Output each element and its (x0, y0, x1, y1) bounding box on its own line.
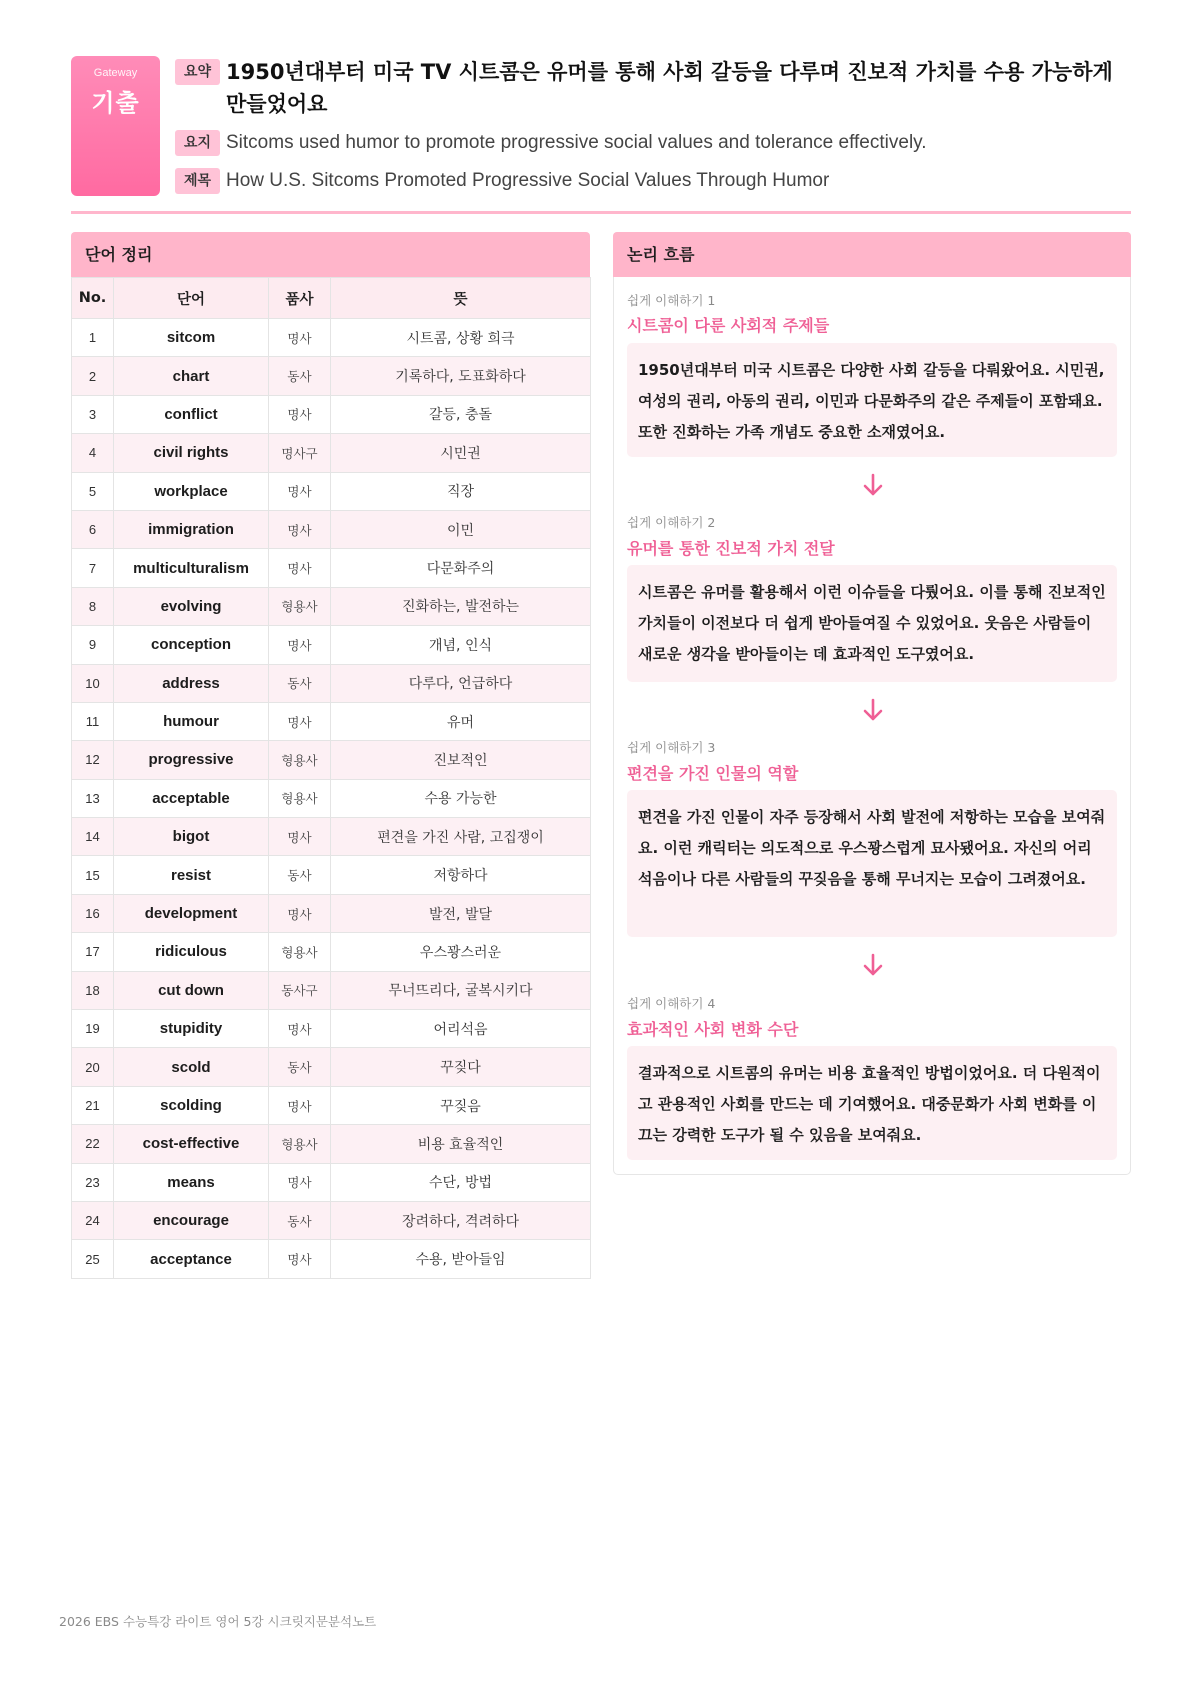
vocab-row (72, 702, 591, 740)
logic-flow-panel (613, 232, 1131, 1175)
vocab-word: development (114, 894, 269, 932)
vocab-pos: 형용사 (269, 741, 331, 779)
badge-title: 기출 (91, 89, 140, 117)
vocab-meaning: 개념, 인식 (331, 626, 591, 664)
vocab-meaning: 장려하다, 격려하다 (331, 1201, 591, 1239)
vocab-word: humour (114, 702, 269, 740)
vocab-pos: 명사 (269, 818, 331, 856)
vocab-meaning: 저항하다 (331, 856, 591, 894)
vocab-row (72, 664, 591, 702)
vocab-pos: 동사구 (269, 971, 331, 1009)
vocab-pos: 형용사 (269, 779, 331, 817)
vocab-word: evolving (114, 587, 269, 625)
step-2-label: 쉽게 이해하기 2 (627, 515, 716, 530)
vocab-pos: 명사 (269, 319, 331, 357)
vocab-no: 5 (72, 472, 114, 510)
vocab-word: means (114, 1163, 269, 1201)
vocab-meaning: 비용 효율적인 (331, 1125, 591, 1163)
vocab-pos: 명사 (269, 549, 331, 587)
step-3-label: 쉽게 이해하기 3 (627, 740, 716, 755)
step-2-text: 시트콤은 유머를 활용해서 이런 이슈들을 다뤘어요. 이를 통해 진보적인 가치들이 이전보다 더 쉽게 받아들여질 수 있었어요. 웃음은 사람들이 새로운 생각을 받아들이는 데 효과적인 도구였어요. (627, 565, 1117, 682)
title-tag: 제목 (175, 168, 220, 194)
vocab-no: 11 (72, 702, 114, 740)
vocab-meaning: 편견을 가진 사람, 고집쟁이 (331, 818, 591, 856)
vocab-pos: 명사 (269, 1240, 331, 1278)
vocab-meaning: 수단, 방법 (331, 1163, 591, 1201)
vocab-pos: 명사 (269, 472, 331, 510)
vocab-meaning: 진보적인 (331, 741, 591, 779)
vocab-meaning: 시트콤, 상황 희극 (331, 319, 591, 357)
vocab-word: conception (114, 626, 269, 664)
vocab-pos: 형용사 (269, 587, 331, 625)
vocab-meaning: 이민 (331, 510, 591, 548)
step-3-text: 편견을 가진 인물이 자주 등장해서 사회 발전에 저항하는 모습을 보여줘요. 이런 캐릭터는 의도적으로 우스꽝스럽게 묘사됐어요. 자신의 어리석음이나 다른 사람들의 꾸짖음을 통해 무너지는 모습이 그려졌어요. (627, 790, 1117, 937)
flow-panel-heading: 논리 흐름 (613, 232, 1131, 277)
vocab-pos: 동사 (269, 1201, 331, 1239)
vocab-row (72, 1201, 591, 1239)
vocab-meaning: 진화하는, 발전하는 (331, 587, 591, 625)
vocab-no: 21 (72, 1086, 114, 1124)
vocab-row (72, 933, 591, 971)
vocab-pos: 명사 (269, 510, 331, 548)
vocab-pos: 명사 (269, 702, 331, 740)
vocab-word: progressive (114, 741, 269, 779)
vocab-row (72, 587, 591, 625)
vocab-no: 13 (72, 779, 114, 817)
vocab-no: 4 (72, 434, 114, 472)
vocab-pos: 동사 (269, 1048, 331, 1086)
summary-tag: 요약 (175, 59, 220, 85)
vocab-no: 18 (72, 971, 114, 1009)
vocab-row (72, 510, 591, 548)
step-4-label: 쉽게 이해하기 4 (627, 996, 716, 1011)
vocab-word: acceptance (114, 1240, 269, 1278)
vocab-row (72, 1010, 591, 1048)
vocab-table (71, 277, 591, 1279)
vocab-meaning: 꾸짖다 (331, 1048, 591, 1086)
vocab-meaning: 수용, 받아들임 (331, 1240, 591, 1278)
step-1-title: 시트콤이 다룬 사회적 주제들 (627, 316, 830, 335)
vocab-no: 22 (72, 1125, 114, 1163)
vocab-no: 3 (72, 395, 114, 433)
gateway-badge (71, 56, 160, 196)
vocab-no: 10 (72, 664, 114, 702)
vocab-meaning: 다루다, 언급하다 (331, 664, 591, 702)
vocab-no: 19 (72, 1010, 114, 1048)
vocab-meaning: 발전, 발달 (331, 894, 591, 932)
vocab-row (72, 319, 591, 357)
vocab-pos: 형용사 (269, 1125, 331, 1163)
column-header-pos: 품사 (269, 278, 331, 319)
vocab-no: 16 (72, 894, 114, 932)
column-header-no: No. (72, 278, 114, 319)
vocab-no: 20 (72, 1048, 114, 1086)
vocab-meaning: 꾸짖음 (331, 1086, 591, 1124)
step-1-text: 1950년대부터 미국 시트콤은 다양한 사회 갈등을 다뤄왔어요. 시민권, 여성의 권리, 아동의 권리, 이민과 다문화주의 같은 주제들이 포함돼요. 또한 진화하는 가족 개념도 중요한 소재였어요. (627, 343, 1117, 457)
step-4-title: 효과적인 사회 변화 수단 (627, 1020, 799, 1039)
vocab-no: 9 (72, 626, 114, 664)
vocab-no: 12 (72, 741, 114, 779)
vocab-word: conflict (114, 395, 269, 433)
vocab-word: cost-effective (114, 1125, 269, 1163)
vocab-no: 23 (72, 1163, 114, 1201)
vocab-word: encourage (114, 1201, 269, 1239)
vocab-word: workplace (114, 472, 269, 510)
vocab-no: 1 (72, 319, 114, 357)
vocab-word: scolding (114, 1086, 269, 1124)
vocab-pos: 명사 (269, 1163, 331, 1201)
arrow-down-icon (860, 697, 886, 723)
summary-text: 1950년대부터 미국 TV 시트콤은 유머를 통해 사회 갈등을 다루며 진보적 가치를 수용 가능하게 만들었어요 (226, 60, 1113, 116)
vocab-row (72, 818, 591, 856)
arrow-down-icon (860, 472, 886, 498)
vocab-meaning: 직장 (331, 472, 591, 510)
vocab-pos: 동사 (269, 856, 331, 894)
vocab-row (72, 894, 591, 932)
vocab-meaning: 무너뜨리다, 굴복시키다 (331, 971, 591, 1009)
vocab-no: 25 (72, 1240, 114, 1278)
vocab-row (72, 1086, 591, 1124)
vocab-header-row (72, 278, 591, 319)
vocab-row (72, 1125, 591, 1163)
english-title-text: How U.S. Sitcoms Promoted Progressive Social Values Through Humor (226, 170, 830, 191)
vocab-no: 17 (72, 933, 114, 971)
vocab-no: 6 (72, 510, 114, 548)
step-2-title: 유머를 통한 진보적 가치 전달 (627, 539, 835, 558)
vocab-word: acceptable (114, 779, 269, 817)
vocab-word: resist (114, 856, 269, 894)
vocab-meaning: 시민권 (331, 434, 591, 472)
vocab-row (72, 434, 591, 472)
vocab-no: 15 (72, 856, 114, 894)
vocab-row (72, 395, 591, 433)
vocab-word: multiculturalism (114, 549, 269, 587)
vocab-meaning: 기록하다, 도표화하다 (331, 357, 591, 395)
vocab-word: civil rights (114, 434, 269, 472)
vocab-word: cut down (114, 971, 269, 1009)
step-3-title: 편견을 가진 인물의 역할 (627, 764, 799, 783)
vocab-word: immigration (114, 510, 269, 548)
vocab-panel-heading: 단어 정리 (71, 232, 590, 277)
vocab-word: bigot (114, 818, 269, 856)
vocab-meaning: 우스꽝스러운 (331, 933, 591, 971)
vocab-pos: 동사 (269, 357, 331, 395)
page-footer: 2026 EBS 수능특강 라이트 영어 5강 시크릿지문분석노트 (59, 1614, 377, 1629)
vocab-pos: 명사 (269, 395, 331, 433)
vocab-meaning: 유머 (331, 702, 591, 740)
vocab-pos: 명사 (269, 626, 331, 664)
gist-text: Sitcoms used humor to promote progressive social values and tolerance effectively. (226, 132, 927, 153)
vocab-no: 24 (72, 1201, 114, 1239)
gist-tag: 요지 (175, 130, 220, 156)
vocab-word: address (114, 664, 269, 702)
vocab-word: ridiculous (114, 933, 269, 971)
header-divider (71, 211, 1131, 214)
vocab-word: chart (114, 357, 269, 395)
vocab-no: 7 (72, 549, 114, 587)
arrow-down-icon (860, 952, 886, 978)
vocab-row (72, 1048, 591, 1086)
vocab-pos: 명사 (269, 894, 331, 932)
vocab-row (72, 472, 591, 510)
step-4-text: 결과적으로 시트콤의 유머는 비용 효율적인 방법이었어요. 더 다원적이고 관용적인 사회를 만드는 데 기여했어요. 대중문화가 사회 변화를 이끄는 강력한 도구가 될 수 있음을 보여줘요. (627, 1046, 1117, 1160)
vocab-no: 14 (72, 818, 114, 856)
vocab-row (72, 741, 591, 779)
vocab-word: sitcom (114, 319, 269, 357)
vocab-meaning: 갈등, 충돌 (331, 395, 591, 433)
vocab-meaning: 어리석음 (331, 1010, 591, 1048)
vocab-pos: 동사 (269, 664, 331, 702)
vocab-meaning: 다문화주의 (331, 549, 591, 587)
column-header-meaning: 뜻 (331, 278, 591, 319)
vocab-row (72, 549, 591, 587)
vocab-word: stupidity (114, 1010, 269, 1048)
vocab-row (72, 626, 591, 664)
vocab-row (72, 971, 591, 1009)
vocab-no: 8 (72, 587, 114, 625)
vocab-pos: 명사 (269, 1010, 331, 1048)
vocab-row (72, 1240, 591, 1278)
vocab-pos: 명사 (269, 1086, 331, 1124)
vocab-word: scold (114, 1048, 269, 1086)
vocab-no: 2 (72, 357, 114, 395)
vocab-row (72, 1163, 591, 1201)
vocab-row (72, 779, 591, 817)
vocab-meaning: 수용 가능한 (331, 779, 591, 817)
vocab-table-body (72, 319, 591, 1279)
vocab-panel (71, 232, 590, 1279)
vocab-pos: 명사구 (269, 434, 331, 472)
badge-caption: Gateway (93, 67, 138, 79)
vocab-row (72, 856, 591, 894)
vocab-pos: 형용사 (269, 933, 331, 971)
vocab-row (72, 357, 591, 395)
column-header-word: 단어 (114, 278, 269, 319)
step-1-label: 쉽게 이해하기 1 (627, 293, 716, 308)
